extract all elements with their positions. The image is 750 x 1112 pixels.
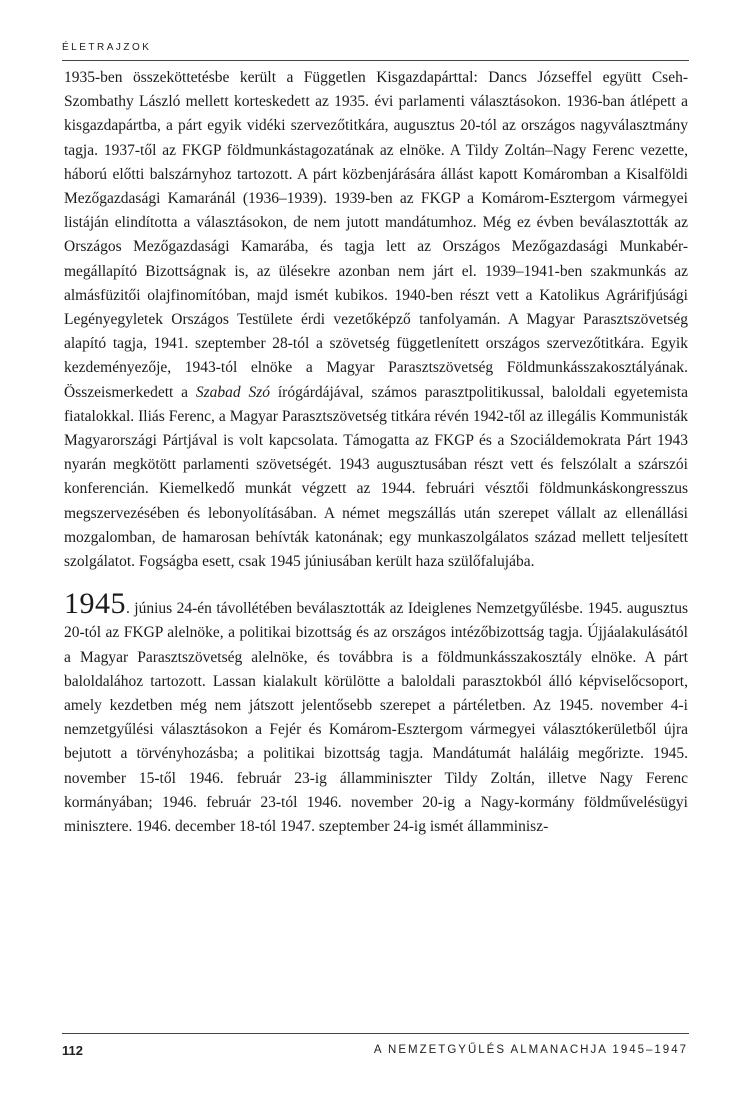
running-foot: A NEMZETGYŰLÉS ALMANACHJA 1945–1947 xyxy=(373,1044,688,1056)
section-year: 1945 xyxy=(64,587,126,621)
paragraph-2-text: . június 24-én távollétében beválasztották az Ideiglenes Nemzetgyűlésbe. 1945. augusztus 20-tól az FKGP alelnöke, a politikai bizottság és az országos intézőbizottság tagja. Újjáalakulásától a Magyar Parasztszövetség alelnöke, és továbbra is a földmunkásszakosztály elnöke. A párt baloldalához tartozott. Lassan kialakult körülötte a baloldali parasztokból álló képviselőcsoport, amely kezdetben még nem játszott jelentősebb szerepet a pártéletben. Az 1945. november 4-i nemzetgyűlési választásokon a Fejér és Komárom-Esztergom vármegyei választókerületből újra bejutott a törvényhozásba; a politikai bizottság tagja. Mandátumát haláláig megőrizte. 1945. november 15-től 1946. február 23-ig államminiszter Tildy Zoltán, illetve Nagy Ferenc kormányában; 1946. február 23-tól 1946. november 20-ig a Nagy-kormány földművelésügyi minisztere. 1946. december 18-tól 1947. szeptember 24-ig ismét államminisz- xyxy=(64,600,688,836)
header-rule xyxy=(62,60,689,61)
paragraph-2 xyxy=(64,587,688,839)
paragraph-1-text-b: írógárdájával, számos parasztpolitikussal, baloldali egyetemista fiatalokkal. Iliás Ferenc, a Magyar Parasztszövetség titkára révén 1942-től az illegális Kommunisták Magyarországi Pártjával is volt kapcsolata. Támogatta az FKGP és a Szociáldemokrata Párt 1943 nyarán megkötött parlamenti szövetségét. 1943 augusztusában részt vett és felszólalt a szárszói konferencián. Kiemelkedő munkát végzett az 1944. februári vésztői földmunkáskongresszus megszervezésében és lebonyolításában. A német megszállás után szerepet vállalt az ellenállási mozgalomban, de hamarosan behívták katonának; egy munkaszolgálatos század mellett teljesített szolgálatot. Fogságba esett, csak 1945 júniusában került haza szülőfalujába. xyxy=(64,383,688,571)
page-number: 112 xyxy=(62,1043,83,1058)
newspaper-title: Szabad Szó xyxy=(195,383,271,401)
body-text xyxy=(64,66,688,839)
paragraph-1-text-a: 1935-ben összeköttetésbe került a Független Kisgazdapárttal: Dancs Józseffel együtt Cseh-Szombathy László mellett korteskedett az 1935. évi parlamenti választásokon. 1936-ban átlépett a kisgazdapártba, a párt egyik vidéki szervezőtitkára, augusztus 20-tól az országos nagyválasztmány tagja. 1937-től az FKGP földmunkástagozatának az elnöke. A Tildy Zoltán–Nagy Ferenc vezette, háború előtti balszárnyhoz tartozott. A párt közbenjárására állást kapott Komáromban a Kisalföldi Mezőgazdasági Kamaránál (1936–1939). 1939-ben az FKGP a Komárom-Esztergom vármegyei listáján elindította a választásokon, de nem jutott mandátumhoz. Még ez évben beválasztották az Országos Mezőgazdasági Kamarába, és tagja lett az Országos Mezőgazdasági Munkabér-megállapító Bizottságnak is, az ülésekre azonban nem járt el. 1939–1941-ben szakmunkás az almásfüzitői olajfinomítóban, majd ismét kubikos. 1940-ben részt vett a Katolikus Agrárifjúsági Legényegyletek Országos Testülete érdi vezetőképző tanfolyamán. A Magyar Parasztszövetség alapító tagja, 1941. szeptember 28-tól a szövetség függetlenített országos szervezőtitkára. Egyik kezdeményezője, 1943-tól elnöke a Magyar Parasztszövetség Földmunkásszakosztályának. Összeismerkedett a xyxy=(64,69,688,401)
paragraph-1 xyxy=(64,66,688,574)
footer-rule xyxy=(62,1033,689,1034)
running-head: ÉLETRAJZOK xyxy=(62,42,152,53)
